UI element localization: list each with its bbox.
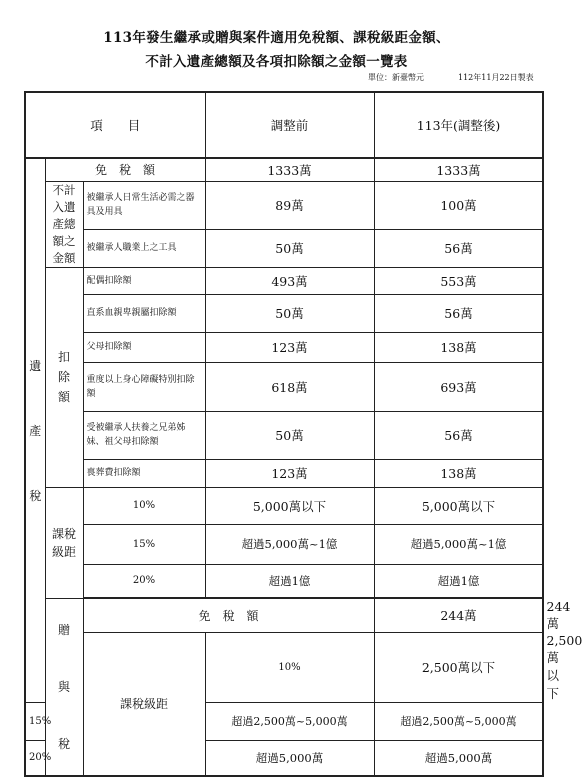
excluded-label: 不計入遺產總額之金額 — [45, 181, 83, 267]
deduction-row-label: 配偶扣除額 — [83, 267, 205, 294]
table-row — [25, 267, 543, 294]
bracket-after: 超過5,000萬 — [374, 740, 543, 776]
table-row — [25, 362, 543, 411]
bracket-before: 超過5,000萬~1億 — [205, 524, 374, 564]
table-row — [25, 487, 543, 524]
deduction-row-label: 直系血親卑親屬扣除額 — [83, 294, 205, 332]
deduction-row-label: 重度以上身心障礙特別扣除額 — [83, 362, 205, 411]
bracket-after: 超過1億 — [374, 564, 543, 598]
bracket-rate: 15% — [83, 524, 205, 564]
unit-note: 單位：新臺幣元 — [368, 73, 424, 82]
deductions-label: 扣除額 — [45, 267, 83, 487]
table-row — [25, 564, 543, 598]
excluded-row-label: 被繼承人日常生活必需之器具及用具 — [83, 181, 205, 229]
bracket-before: 2,500萬以下 — [374, 632, 543, 702]
deduction-row-after: 138萬 — [374, 459, 543, 487]
estate-exemption-after: 1333萬 — [374, 158, 543, 181]
table-row — [25, 459, 543, 487]
deduction-row-before: 50萬 — [205, 294, 374, 332]
bracket-rate: 20% — [83, 564, 205, 598]
table-row — [25, 332, 543, 362]
excluded-row-before: 50萬 — [205, 229, 374, 267]
table-row — [25, 229, 543, 267]
excluded-row-after: 56萬 — [374, 229, 543, 267]
table-row — [25, 294, 543, 332]
bracket-rate: 20% — [25, 740, 45, 776]
table-row — [25, 524, 543, 564]
deduction-row-before: 618萬 — [205, 362, 374, 411]
estate-exemption-before: 1333萬 — [205, 158, 374, 181]
excluded-row-before: 89萬 — [205, 181, 374, 229]
table-row: 贈 與 稅 免 稅 額 244萬 244萬 — [25, 598, 543, 632]
estate-brackets-label: 課稅級距 — [45, 487, 83, 598]
table-row — [25, 411, 543, 459]
bracket-before: 超過2,500萬~5,000萬 — [205, 702, 374, 740]
deduction-row-after: 693萬 — [374, 362, 543, 411]
gift-exemption-label: 免 稅 額 — [83, 598, 374, 632]
deduction-row-after: 138萬 — [374, 332, 543, 362]
bracket-before: 5,000萬以下 — [205, 487, 374, 524]
excluded-row-after: 100萬 — [374, 181, 543, 229]
bracket-rate: 10% — [83, 487, 205, 524]
table-row: 課稅級距 10% 2,500萬以下 2,500萬以下 — [25, 632, 543, 702]
gift-exemption-before: 244萬 — [374, 598, 543, 632]
header-before: 調整前 — [205, 92, 374, 158]
deduction-row-before: 493萬 — [205, 267, 374, 294]
bracket-after: 超過2,500萬~5,000萬 — [374, 702, 543, 740]
bracket-before: 超過5,000萬 — [205, 740, 374, 776]
gift-tax-label: 贈 與 稅 — [45, 598, 83, 776]
deduction-row-label: 喪葬費扣除額 — [83, 459, 205, 487]
gift-brackets-label: 課稅級距 — [83, 632, 205, 776]
excluded-row-label: 被繼承人職業上之工具 — [83, 229, 205, 267]
deduction-row-after: 553萬 — [374, 267, 543, 294]
tax-table — [24, 91, 582, 777]
table-row — [25, 158, 543, 181]
bracket-after: 5,000萬以下 — [374, 487, 543, 524]
bracket-after: 超過5,000萬~1億 — [374, 524, 543, 564]
deduction-row-after: 56萬 — [374, 411, 543, 459]
bracket-rate: 10% — [205, 632, 374, 702]
bracket-before: 超過1億 — [205, 564, 374, 598]
deduction-row-label: 父母扣除額 — [83, 332, 205, 362]
bracket-rate: 15% — [25, 702, 45, 740]
document-title-line1: 113年發生繼承或贈與案件適用免稅額、課稅級距金額、 — [103, 30, 450, 46]
document-title-line2: 不計入遺產總額及各項扣除額之金額一覽表 — [145, 54, 408, 70]
date-note: 112年11月22日製表 — [458, 73, 534, 82]
deduction-row-label: 受被繼承人扶養之兄弟姊妹、祖父母扣除額 — [83, 411, 205, 459]
estate-tax-label: 遺 產 稅 — [25, 158, 45, 702]
table-row — [25, 181, 543, 229]
deduction-row-before: 123萬 — [205, 459, 374, 487]
deduction-row-before: 123萬 — [205, 332, 374, 362]
estate-exemption-label: 免 稅 額 — [45, 158, 205, 181]
deduction-row-after: 56萬 — [374, 294, 543, 332]
header-after: 113年(調整後) — [374, 92, 543, 158]
header-item: 項 目 — [25, 92, 205, 158]
deduction-row-before: 50萬 — [205, 411, 374, 459]
header-row — [25, 92, 543, 158]
